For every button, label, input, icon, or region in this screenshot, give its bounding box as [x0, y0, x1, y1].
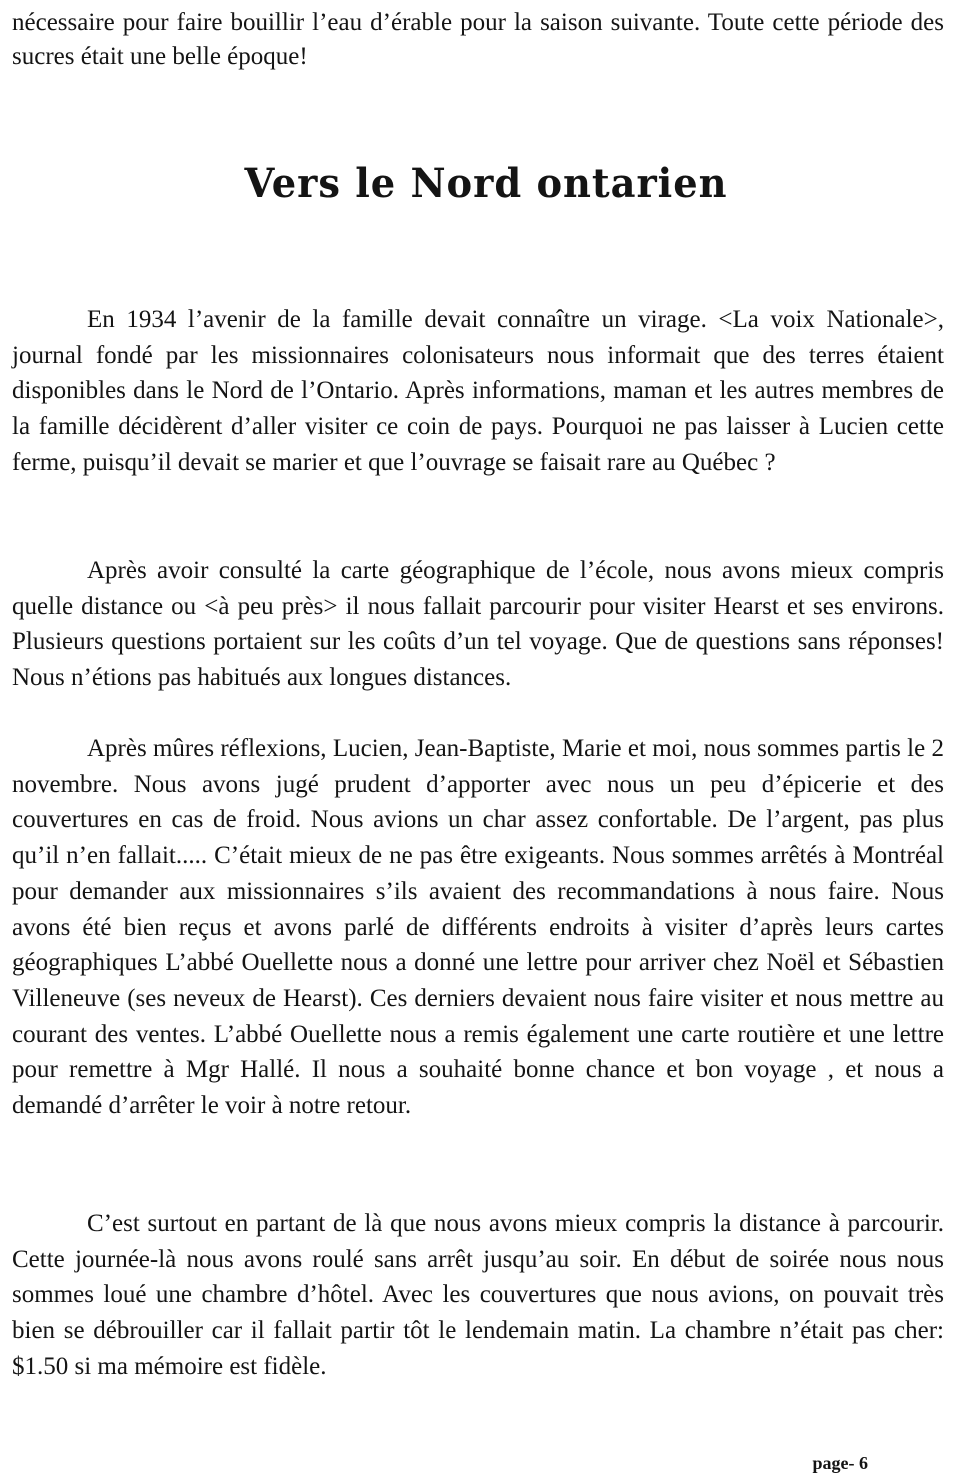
body-paragraph: Après avoir consulté la carte géographique de l’école, nous avons mieux compris quelle distance ou <à peu près> il nous fallait parcourir pour visiter Hearst et ses environs. Plusieurs questions portaient sur les coûts d’un tel voyage. Que de questions sans réponses! Nous n’étions pas habitués aux longues distances.	[12, 557, 944, 692]
body-paragraph: Après mûres réflexions, Lucien, Jean-Baptiste, Marie et moi, nous sommes partis le 2 novembre. Nous avons jugé prudent d’apporter avec nous un peu d’épicerie et des couvertures en cas de froid. Nous avions un char assez confortable. De l’argent, pas plus qu’il n’en fallait..... C’était mieux de ne pas être exigeants. Nous sommes arrêtés à Montréal pour demander aux missionnaires s’ils avaient des recommandations à nous faire. Nous avons été bien reçus et avons parlé de différents endroits à visiter d’après leurs cartes géographiques L’abbé Ouellette nous a donné une lettre pour arriver chez Noël et Sébastien Villeneuve (ses neveux de Hearst). Ces derniers devaient nous faire visiter et nous mettre au courant des ventes. L’abbé Ouellette nous a remis également une carte routière et une lettre pour remettre à Mgr Hallé. Il nous a souhaité bonne chance et bon voyage , et nous a demandé d’arrêter le voir à notre retour.	[12, 735, 944, 1120]
continuation-paragraph: nécessaire pour faire bouillir l’eau d’érable pour la saison suivante. Toute cette période des sucres était une belle époque!	[12, 9, 944, 70]
body-paragraph: C’est surtout en partant de là que nous avons mieux compris la distance à parcourir. Cette journée-là nous avons roulé sans arrêt jusqu’au soir. En début de soirée nous nous sommes loué une chambre d’hôtel. Avec les couvertures que nous avions, on pouvait très bien se débrouiller car il fallait partir tôt le lendemain matin. La chambre n’était pas cher: $1.50 si ma mémoire est fidèle.	[12, 1210, 944, 1380]
body-paragraph: En 1934 l’avenir de la famille devait connaître un virage. <La voix Nationale>, journal fondé par les missionnaires colonisateurs nous informait que des terres étaient disponibles dans le Nord de l’Ontario. Après informations, maman et les autres membres de la famille décidèrent d’aller visiter ce coin de pays. Pourquoi ne pas laisser à Lucien cette ferme, puisqu’il devait se marier et que l’ouvrage se faisait rare au Québec ?	[12, 306, 944, 476]
section-title: Vers le Nord ontarien	[244, 160, 728, 207]
page-number: page- 6	[812, 1453, 868, 1473]
